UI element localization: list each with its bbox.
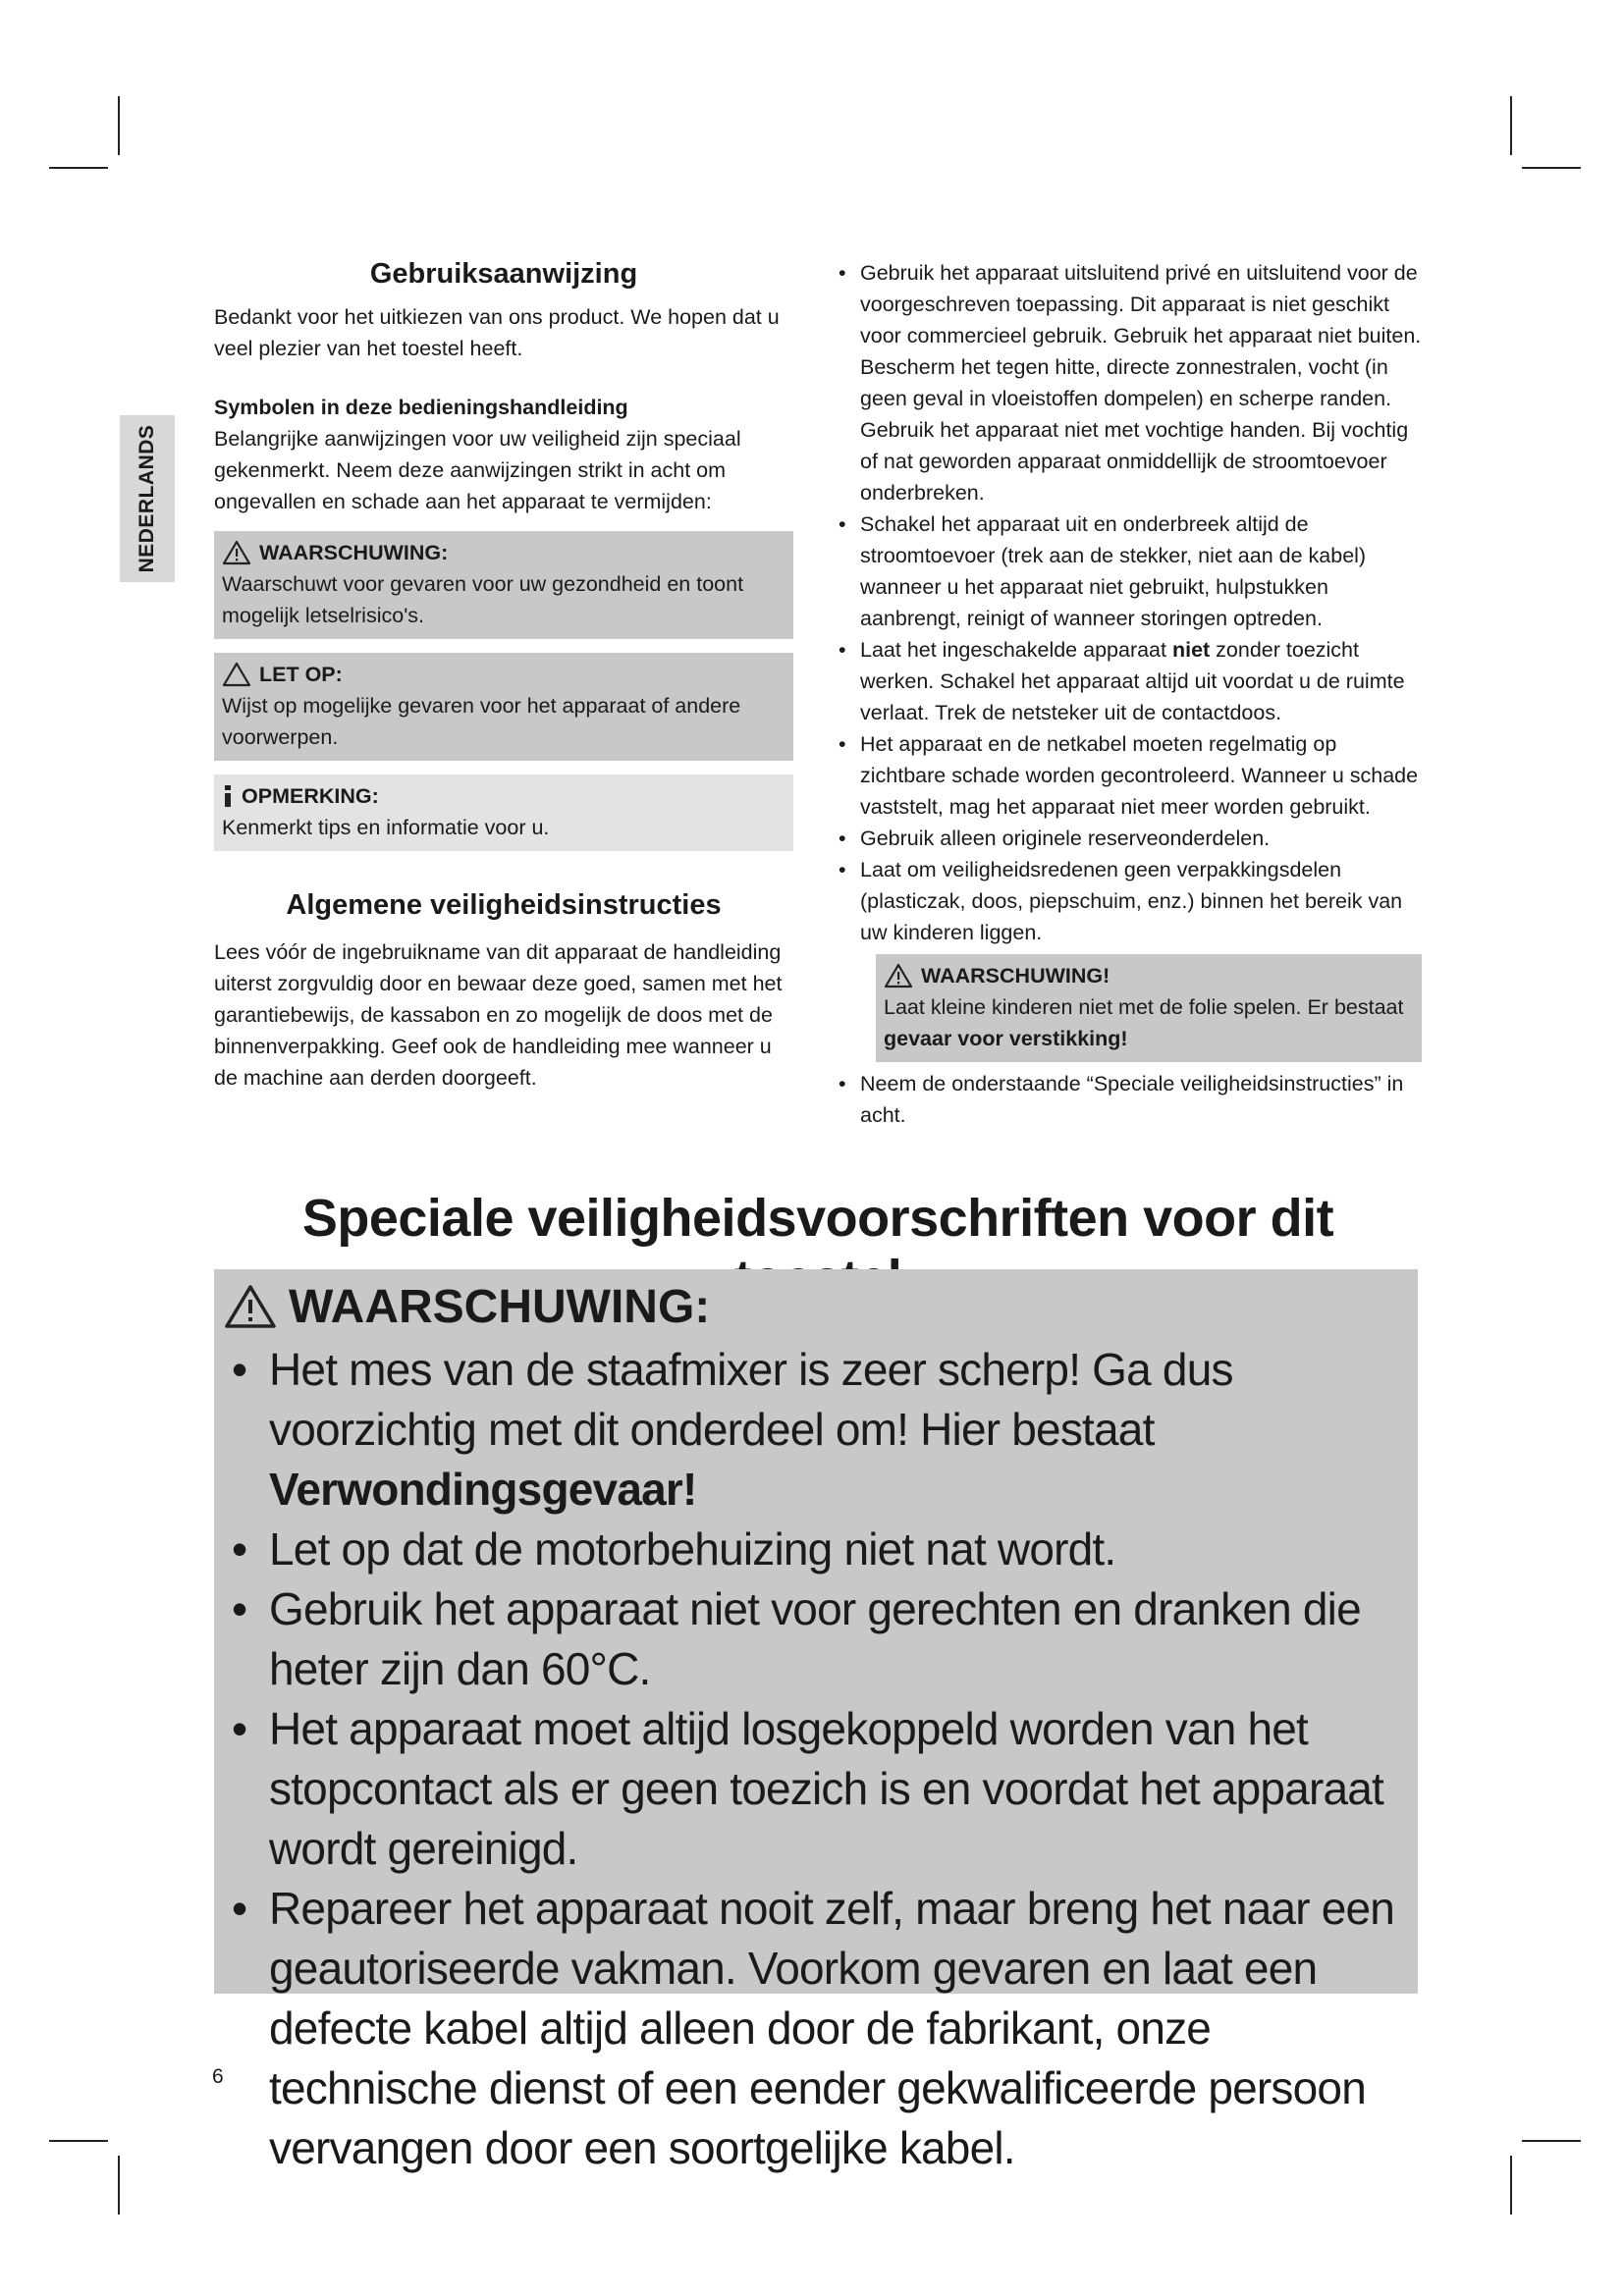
list-item (835, 634, 1422, 728)
language-side-tab (120, 415, 175, 582)
safety-list (835, 257, 1422, 948)
warning-text: Laat kleine kinderen niet met de folie spelen. Er bestaat (884, 995, 1404, 1019)
list-item: • Het apparaat moet altijd losgekoppeld worden van het stopcontact als er geen toezich is en voordat het apparaat wordt gereinigd. (224, 1699, 1414, 1879)
list-item (224, 1340, 1414, 1520)
warning-emphasis: gevaar voor verstikking! (884, 1027, 1128, 1050)
warning-box-text: Waarschuwt voor gevaren voor uw gezondheid en toont mogelijk letselrisico's. (222, 571, 744, 627)
special-safety-title: Speciale veiligheidsvoorschriften voor dit (301, 1189, 1334, 1248)
page-number: 6 (212, 2065, 224, 2088)
caution-box-label: LET OP: (259, 662, 343, 686)
crop-mark (1510, 2156, 1512, 2215)
warning-triangle-icon (224, 1284, 277, 1329)
symbols-text: Belangrijke aanwijzingen voor uw veiligheid zijn speciaal gekenmerkt. Neem deze aanwijzingen strikt in acht om ongevallen en schade aan het apparaat te vermijden: (214, 426, 741, 513)
list-item: • Let op dat de motorbehuizing niet nat wordt. (224, 1520, 1414, 1579)
note-box-label: OPMERKING: (242, 783, 379, 808)
manual-title: Gebruiksaanwijzing (369, 258, 638, 290)
list-item: • Repareer het apparaat nooit zelf, maar breng het naar een geautoriseerde vakman. Voorkom gevaren en laat een defecte kabel altijd alleen door de fabrikant, onze technische dienst of een eender gekwalificeerde persoon vervangen door een soortgelijke kabel. (224, 1879, 1414, 2178)
warning-triangle-icon (222, 662, 251, 687)
special-warning-head (224, 1277, 1414, 1336)
list-item-emphasis: niet (1171, 638, 1211, 662)
caution-box-head (222, 659, 785, 690)
caution-box (214, 653, 793, 761)
crop-mark (1522, 2140, 1581, 2142)
list-item-text: zonder toezicht werken. Schakel het apparaat altijd uit voordat u de ruimte verlaat. Trek de netsteker uit de contactdoos. (860, 638, 1405, 724)
safety-text: Lees vóór de ingebruikname van dit apparaat de handleiding uiterst zorgvuldig door en bewaar deze goed, samen met het garantiebewijs, de kassabon en zo mogelijk de doos met de binnenverpakking. Geef ook de handleiding mee wanneer u de machine aan derden doorgeeft. (214, 939, 783, 1090)
note-box-text: Kenmerkt tips en informatie voor u. (222, 815, 550, 839)
special-warning-label: WAARSCHUWING: (289, 1280, 711, 1333)
warning-box-label: WAARSCHUWING! (921, 964, 1110, 988)
list-item-text: Het mes van de staafmixer is zeer scherp! Ga dus voorzichtig met dit onderdeel om! Hier bestaat (269, 1344, 1233, 1455)
warning-box-label: WAARSCHUWING: (259, 540, 449, 564)
crop-mark (1522, 167, 1581, 169)
crop-mark (49, 167, 108, 169)
warning-box-head (222, 537, 785, 568)
list-item-text: Laat het ingeschakelde apparaat (860, 638, 1172, 662)
safety-title: Algemene veiligheidsinstructies (286, 888, 722, 921)
warning-box (214, 531, 793, 639)
intro-text: Bedankt voor het uitkiezen van ons product. We hopen dat u veel plezier van het toestel heeft. (214, 304, 780, 360)
suffocation-warning-box (876, 954, 1422, 1062)
special-warning-list (224, 1340, 1414, 2178)
list-item: • Gebruik het apparaat uitsluitend privé en uitsluitend voor de voorgeschreven toepassing. Dit apparaat is niet geschikt voor commercieel gebruik. Gebruik het apparaat niet buiten. Bescherm het tegen hitte, directe zonnestralen, vocht (in geen geval in vloeistoffen dompelen) en scherpe randen. Gebruik het apparaat niet met vochtige handen. Bij vochtig of nat geworden apparaat onmiddellijk de stroomtoevoer onderbreken. (835, 257, 1422, 508)
left-column (214, 257, 793, 1094)
symbols-heading: Symbolen in deze bedieningshandleiding (214, 395, 628, 419)
crop-mark (1510, 96, 1512, 155)
crop-mark (118, 96, 120, 155)
safety-list-end (835, 1068, 1422, 1131)
warning-triangle-icon (884, 963, 913, 988)
special-warning-box (214, 1269, 1418, 2173)
list-item: • Schakel het apparaat uit en onderbreek altijd de stroomtoevoer (trek aan de stekker, niet aan de kabel) wanneer u het apparaat niet gebruikt, hulpstukken aanbrengt, reinigt of wanneer storingen optreden. (835, 508, 1422, 634)
note-box (214, 774, 793, 851)
list-item: • Neem de onderstaande “Speciale veiligheidsinstructies” in acht. (835, 1068, 1422, 1131)
list-item: • Gebruik alleen originele reserveonderdelen. (835, 823, 1422, 854)
warning-triangle-icon (222, 540, 251, 565)
right-column (835, 257, 1422, 1131)
list-item: • Laat om veiligheidsredenen geen verpakkingsdelen (plasticzak, doos, piepschuim, enz.) binnen het bereik van uw kinderen liggen. (835, 854, 1422, 948)
warning-box-text (884, 991, 1414, 1054)
note-box-head (222, 780, 785, 812)
list-item: • Gebruik het apparaat niet voor gerechten en dranken die heter zijn dan 60°C. (224, 1579, 1414, 1699)
warning-box-head (884, 960, 1414, 991)
list-item-emphasis: Verwondingsgevaar! (269, 1464, 697, 1515)
crop-mark (49, 2140, 108, 2142)
caution-box-text: Wijst op mogelijke gevaren voor het apparaat of andere voorwerpen. (222, 693, 741, 749)
list-item: • Het apparaat en de netkabel moeten regelmatig op zichtbare schade worden gecontroleerd. Wanneer u schade vaststelt, mag het apparaat niet meer worden gebruikt. (835, 728, 1422, 823)
crop-mark (118, 2156, 120, 2215)
language-label: NEDERLANDS (135, 424, 158, 573)
info-icon (222, 783, 234, 809)
